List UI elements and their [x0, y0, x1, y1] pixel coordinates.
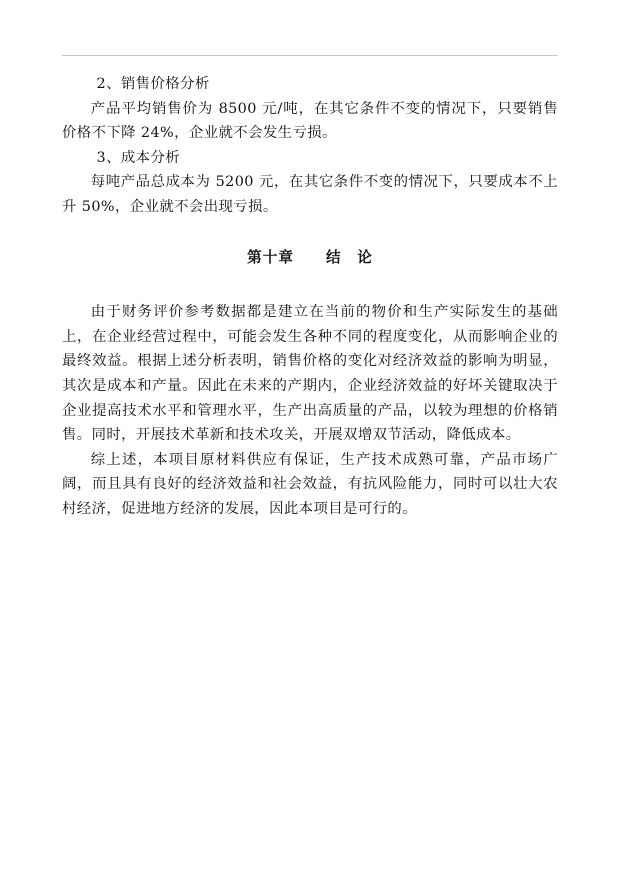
chapter-name: 结 论 — [326, 248, 373, 266]
document-page — [62, 72, 558, 522]
section-heading-cost: 3、成本分析 — [96, 149, 181, 166]
section-body-price: 产品平均销售价为 8500 元/吨，在其它条件不变的情况下，只要销售价格不下降 24%，企业就不会发生亏损。 — [62, 100, 558, 142]
header-rule — [62, 55, 558, 56]
section-heading-price: 2、销售价格分析 — [96, 76, 210, 92]
section-body-cost: 每吨产品总成本为 5200 元，在其它条件不变的情况下，只要成本不上升 50%，企业就不会出现亏损。 — [62, 174, 558, 215]
chapter-number: 第十章 — [247, 248, 294, 266]
chapter-title — [62, 246, 558, 271]
conclusion-paragraph-2: 综上述，本项目原材料供应有保证，生产技术成熟可靠，产品市场广阔，而且具有良好的经济效益和社会效益，有抗风险能力，同时可以壮大农村经济，促进地方经济的发展，因此本项目是可行的。 — [62, 451, 558, 517]
conclusion-paragraph-1: 由于财务评价参考数据都是建立在当前的物价和生产实际发生的基础上，在企业经营过程中，可能会发生各种不同的程度变化，从而影响企业的最终效益。根据上述分析表明，销售价格的变化对经济效益的影响为明显，其次是成本和产量。因此在未来的产期内，企业经济效益的好坏关键取决于企业提高技术水平和管理水平，生产出高质量的产品，以较为理想的价格销售。同时，开展技术革新和技术攻关，开展双增双节活动，降低成本。 — [62, 304, 558, 444]
